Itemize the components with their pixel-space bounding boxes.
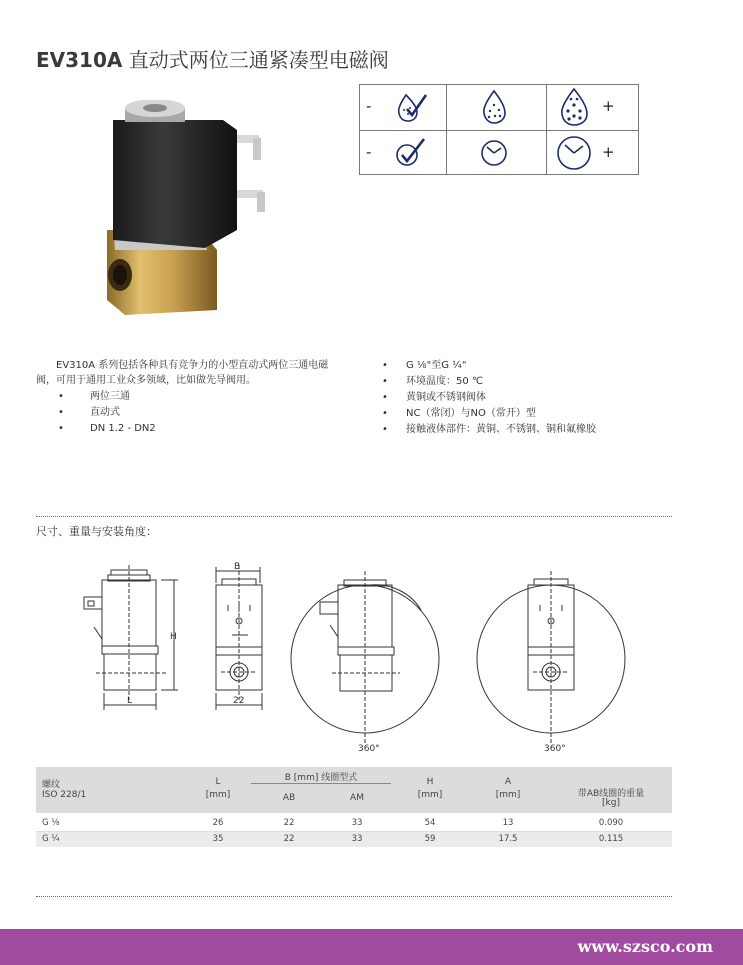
header-B: B [mm] 线圈型式 (284, 773, 358, 783)
plus-sign: + (602, 143, 615, 161)
list-item: • DN 1.2 - DN2 (58, 423, 156, 434)
description (36, 358, 366, 388)
valve-photo (95, 100, 285, 325)
spec-table-header (36, 767, 672, 813)
page-title (36, 44, 389, 73)
header-weight: 带AB线圈的重量 (577, 789, 645, 799)
table-row (36, 832, 672, 847)
description-line-2: 阀，可用于通用工业众多领域，比如做先导阀用。 (36, 375, 256, 386)
list-item: • 黄铜或不锈钢阀体 (382, 392, 486, 403)
cell-AM: 33 (351, 818, 363, 828)
dimension-drawings (36, 555, 672, 755)
divider (36, 896, 672, 897)
dim-label-L: L (127, 696, 133, 706)
header-thread: 螺纹 (42, 780, 61, 790)
clock-high-icon (552, 131, 596, 175)
header-A-unit: [mm] (495, 790, 521, 800)
list-item: • 环境温度：50 ℃ (382, 376, 484, 387)
rotation-side-drawing (291, 571, 439, 745)
cell-weight: 0.090 (598, 818, 624, 828)
rotation-front-drawing (477, 571, 625, 745)
cell-AB: 22 (283, 834, 295, 844)
side-view-drawing (84, 565, 178, 710)
divider (36, 516, 672, 517)
header-L-unit: [mm] (205, 790, 231, 800)
model-name: EV310A (36, 48, 123, 72)
cell-A: 13 (502, 818, 514, 828)
header-H: H (426, 777, 434, 787)
minus-sign: - (366, 97, 372, 115)
dim-label-B: B (234, 562, 241, 572)
contamination-high-icon (552, 85, 596, 129)
description-line-1: EV310A 系列包括各种具有竞争力的小型直动式两位三通电磁 (56, 360, 329, 371)
cell-A: 17.5 (498, 834, 518, 844)
contamination-low-icon (390, 85, 434, 129)
cycle-low-icon (390, 131, 434, 175)
cell-thread: G ⅛ (42, 818, 60, 828)
clock-medium-icon (472, 131, 516, 175)
cell-L: 26 (212, 818, 224, 828)
cell-H: 59 (424, 834, 436, 844)
cell-AM: 33 (351, 834, 363, 844)
cell-L: 35 (212, 834, 224, 844)
section-title: 尺寸、重量与安装角度： (36, 525, 157, 538)
footer-bar (0, 929, 743, 965)
header-H-unit: [mm] (417, 790, 443, 800)
dim-label-H: H (170, 632, 177, 642)
cell-H: 54 (424, 818, 436, 828)
cell-AB: 22 (283, 818, 295, 828)
list-item: • 两位三通 (58, 391, 130, 402)
header-AB: AB (282, 793, 296, 803)
footer-url[interactable]: www.szsco.com (577, 937, 713, 956)
plus-sign: + (602, 97, 615, 115)
list-item: • 接触液体部件：黄铜、不锈钢、铜和氟橡胶 (382, 424, 596, 435)
table-row (36, 816, 672, 832)
dim-label-22: 22 (233, 696, 245, 706)
feature-list-left (58, 389, 156, 437)
conditions-grid (359, 84, 639, 175)
header-L: L (215, 777, 221, 787)
front-view-drawing (216, 565, 262, 710)
angle-label: 360° (358, 744, 380, 754)
header-weight-unit: [kg] (602, 798, 620, 808)
minus-sign: - (366, 143, 372, 161)
product-name: 直动式两位三通紧凑型电磁阀 (128, 48, 389, 72)
header-AM: AM (350, 793, 364, 803)
cell-weight: 0.115 (598, 834, 624, 844)
list-item: • G ⅛"至G ¼" (382, 360, 467, 371)
list-item: • NC（常闭）与NO（常开）型 (382, 408, 536, 419)
feature-list-right (382, 358, 596, 438)
contamination-medium-icon (472, 85, 516, 129)
header-A: A (504, 777, 512, 787)
angle-label: 360° (544, 744, 566, 754)
list-item: • 直动式 (58, 407, 120, 418)
header-thread-std: ISO 228/1 (42, 790, 87, 800)
cell-thread: G ¼ (42, 834, 60, 844)
